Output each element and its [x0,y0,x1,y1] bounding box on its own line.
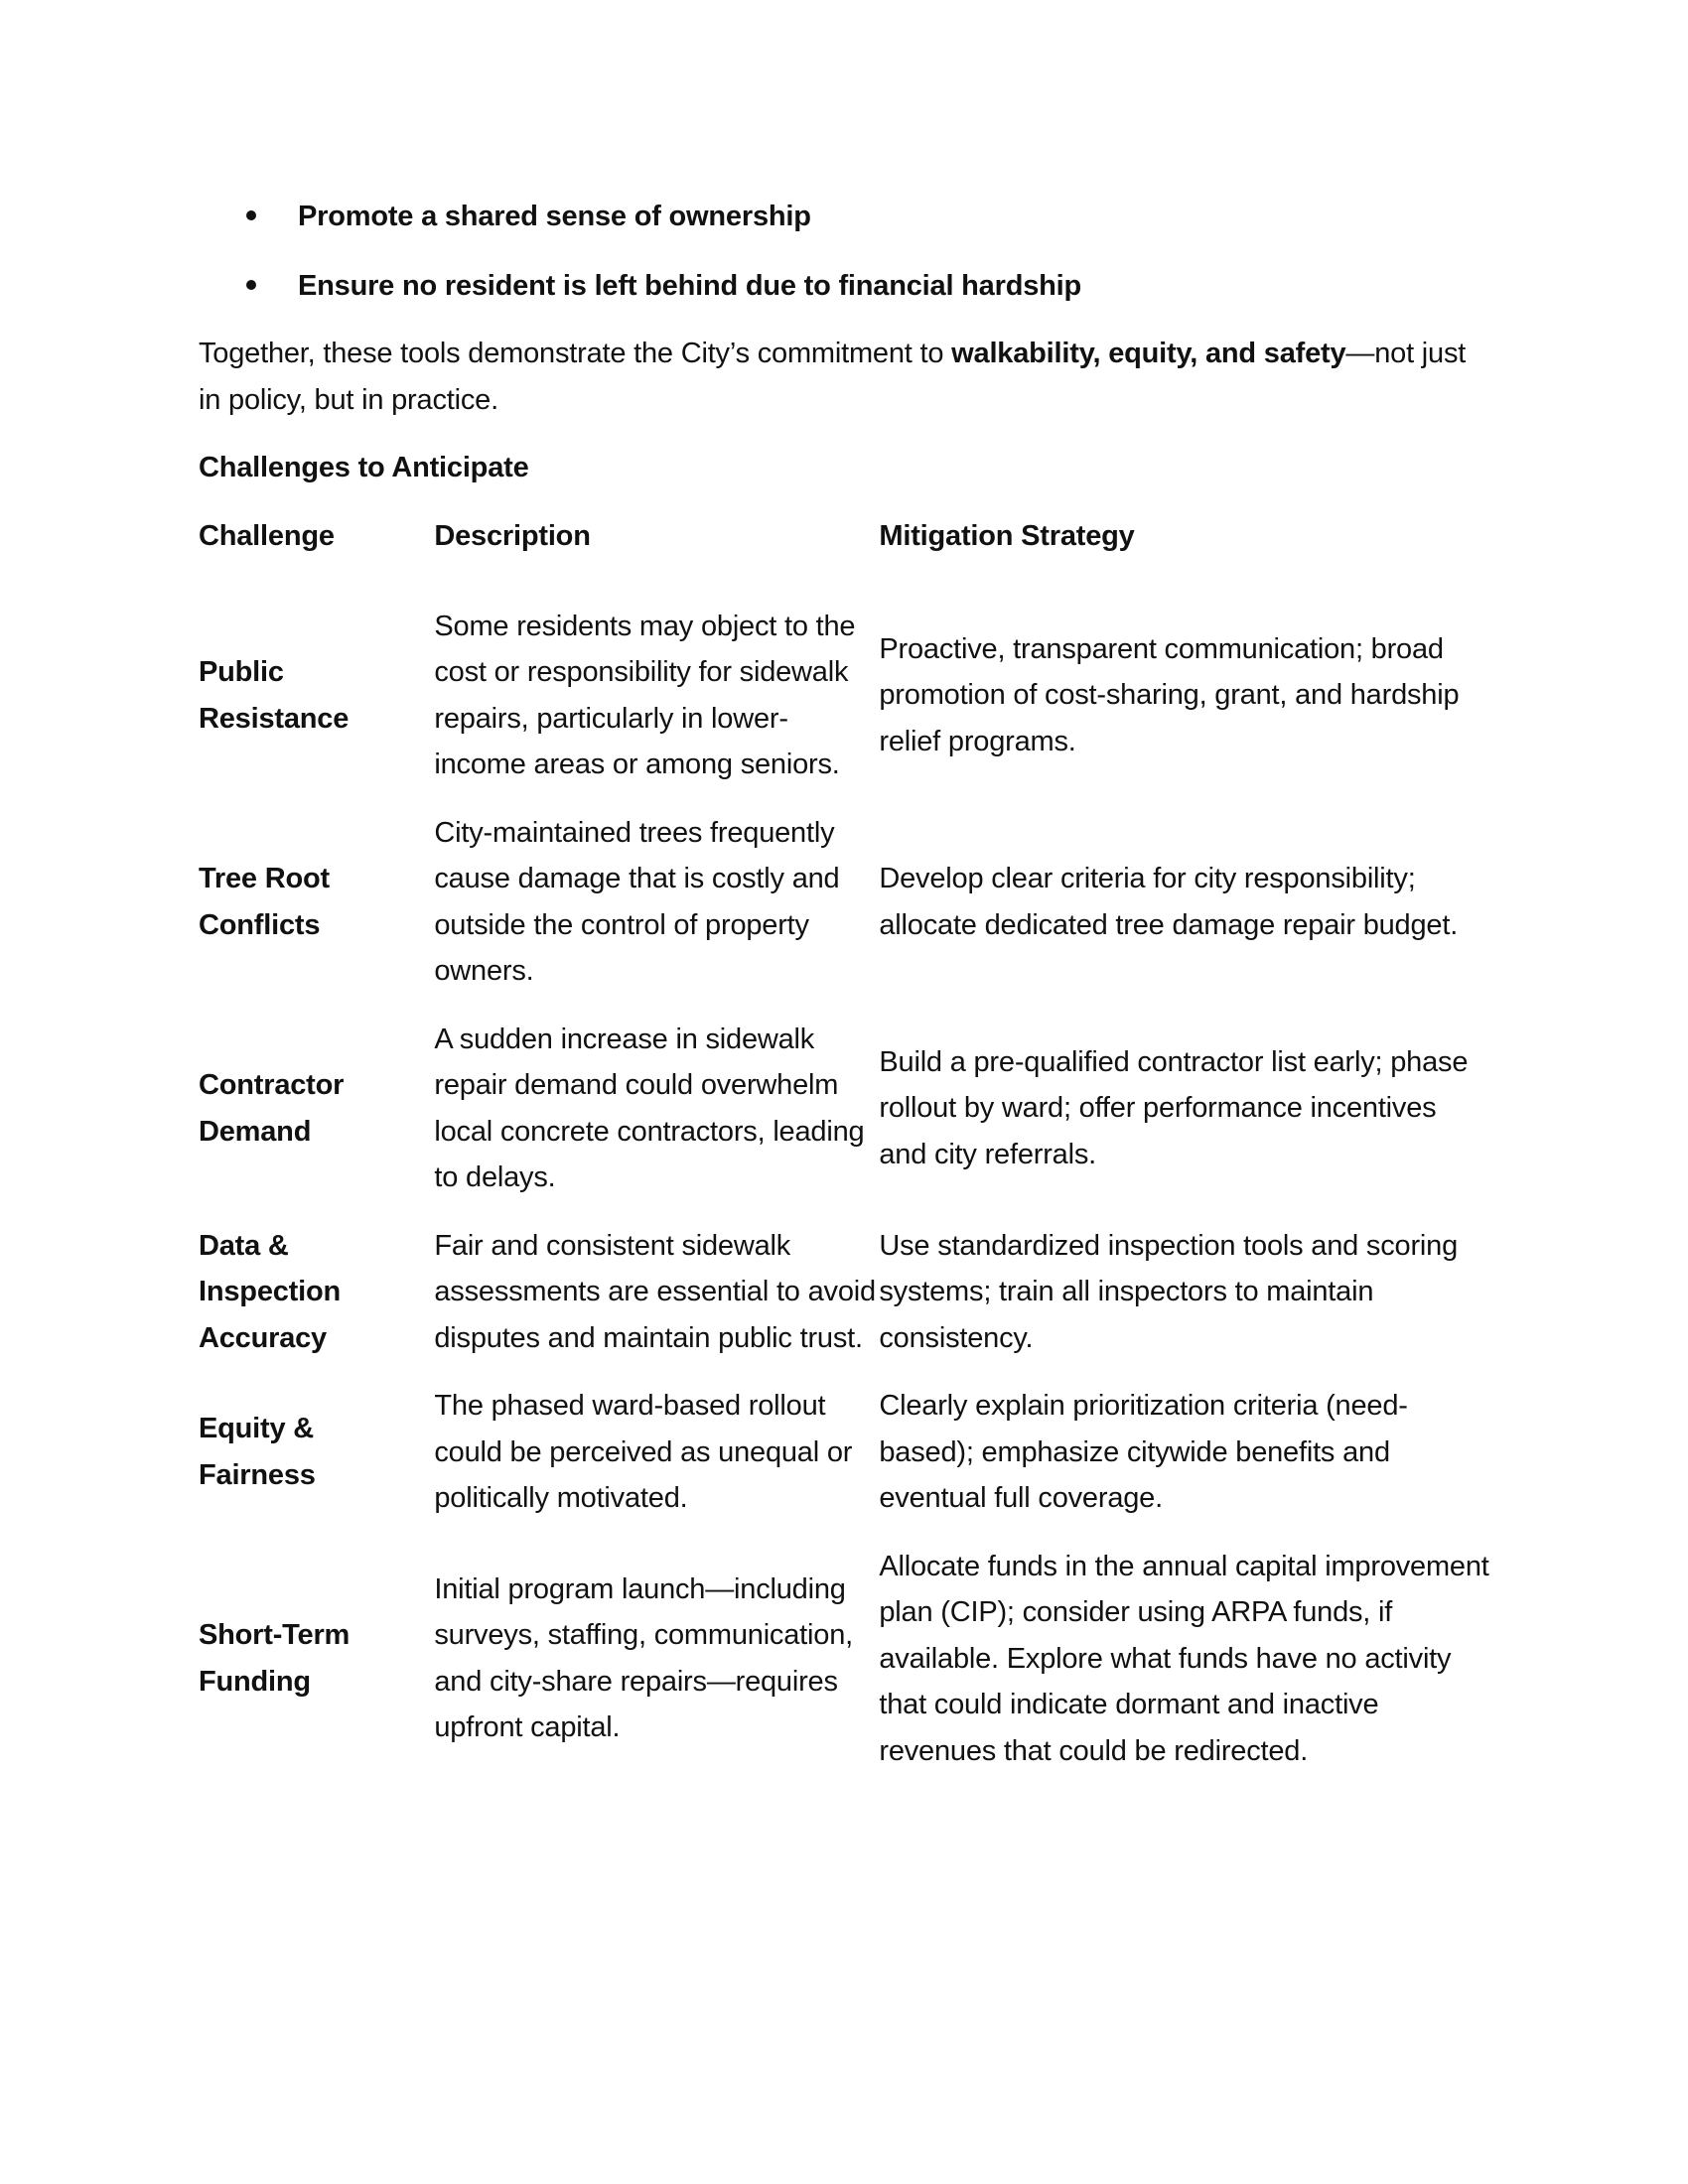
challenge-cell: Short-Term Funding [199,1619,351,1698]
challenge-cell: Data & Inspection Accuracy [199,1229,342,1354]
paragraph-suffix: —not just in policy, but in practice. [199,338,1467,416]
description-cell: Some residents may object to the cost or responsibility for sidewalk repairs, particularly in lower-income areas or among seniors. [434,610,856,780]
description-cell: The phased ward-based rollout could be perceived as unequal or politically motivated. [434,1390,853,1514]
challenge-cell: Public Resistance [199,656,350,735]
summary-paragraph [199,331,1489,423]
paragraph-prefix: Together, these tools demonstrate the City’s commitment to [199,338,952,369]
bullet-item [199,263,1489,333]
bullet-icon [246,210,256,220]
paragraph-emphasis: walkability, equity, and safety [951,338,1346,369]
header-mitigation: Mitigation Strategy [879,520,1135,552]
description-cell: Fair and consistent sidewalk assessments are essential to avoid disputes and maintain public trust. [434,1229,876,1354]
header-description: Description [434,520,591,552]
mitigation-cell: Proactive, transparent communication; broad promotion of cost-sharing, grant, and hardship relief programs. [879,632,1460,757]
mitigation-cell: Develop clear criteria for city responsibility; allocate dedicated tree damage repair budget. [879,863,1459,941]
bullet-icon [246,280,256,290]
challenges-table [199,513,1489,1796]
bullet-item [199,194,1489,263]
table-row [199,810,1489,1017]
challenge-cell: Tree Root Conflicts [199,863,330,941]
challenge-cell: Contractor Demand [199,1069,345,1148]
table-row [199,1383,1489,1544]
goals-bullet-list [199,194,1489,333]
mitigation-cell: Use standardized inspection tools and scoring systems; train all inspectors to maintain consistency. [879,1229,1459,1354]
mitigation-cell: Allocate funds in the annual capital improvement plan (CIP); consider using ARPA funds, if available. Explore what funds have no activity that could indicate dormant and inactive revenues that could be redirected. [879,1550,1489,1767]
table-row [199,1544,1489,1797]
mitigation-cell: Clearly explain prioritization criteria (need-based); emphasize citywide benefits and eventual full coverage. [879,1390,1408,1514]
table-row [199,582,1489,810]
challenge-cell: Equity & Fairness [199,1413,316,1491]
table-row [199,1223,1489,1384]
bullet-text: Ensure no resident is left behind due to financial hardship [298,270,1082,302]
description-cell: Initial program launch—including surveys, staffing, communication, and city-share repairs—requires upfront capital. [434,1572,853,1744]
description-cell: City-maintained trees frequently cause damage that is costly and outside the control of property owners. [434,816,840,987]
table-header-row [199,513,1489,582]
bullet-text: Promote a shared sense of ownership [298,201,811,232]
section-heading: Challenges to Anticipate [199,452,529,483]
description-cell: A sudden increase in sidewalk repair demand could overwhelm local concrete contractors, leading to delays. [434,1023,865,1193]
table-body [199,582,1489,1797]
table-row [199,1017,1489,1223]
header-challenge: Challenge [199,520,335,552]
mitigation-cell: Build a pre-qualified contractor list early; phase rollout by ward; offer performance incentives and city referrals. [879,1045,1469,1170]
